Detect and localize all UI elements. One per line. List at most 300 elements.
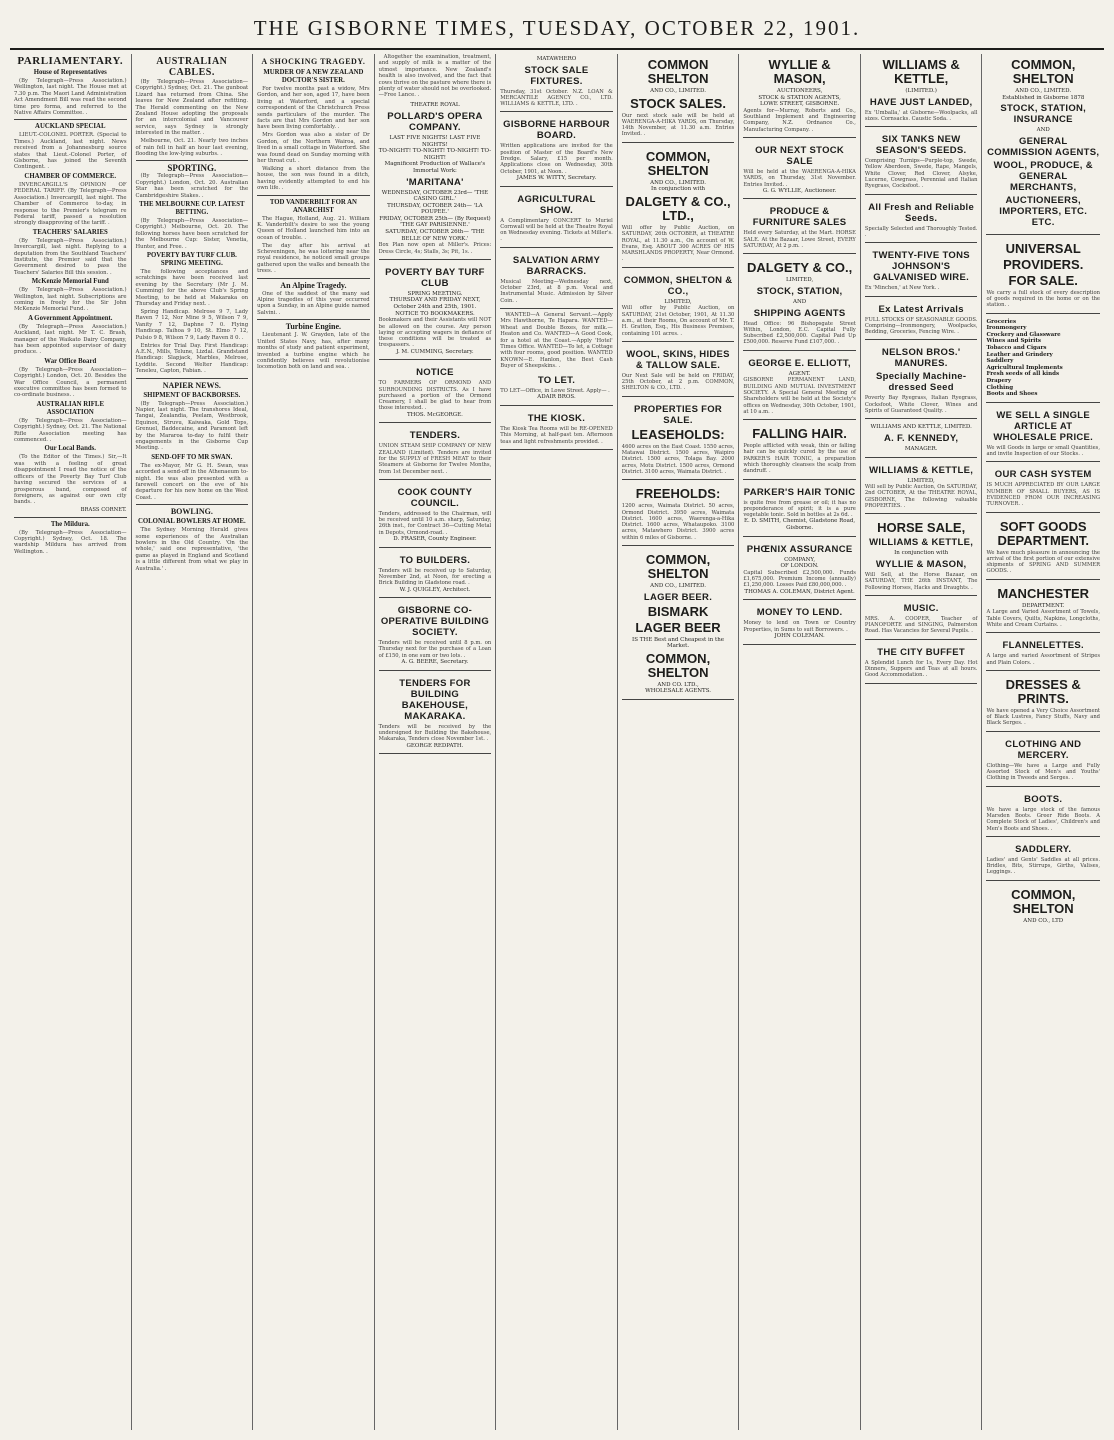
sub-vanderbilt: TOD VANDERBILT FOR AN ANARCHIST bbox=[269, 198, 357, 214]
letter-signature: BRASS CORNET. bbox=[80, 507, 127, 514]
sub-sporting: SPORTING. bbox=[167, 163, 217, 174]
ad-dalgety bbox=[743, 257, 856, 350]
ad-building-society bbox=[379, 601, 492, 670]
ad-signature: THOMAS A. COLEMAN, District Agent. bbox=[744, 588, 855, 595]
ad-line: Magnificent Production of Wallace's Immortal Work: bbox=[384, 161, 486, 174]
ad-headline: WOOL, PRODUCE, & GENERAL MERCHANTS, bbox=[993, 159, 1093, 193]
ad-headline: COMMON, SHELTON bbox=[1011, 886, 1076, 916]
ad-headline: TENDERS FOR BUILDING BAKEHOUSE, MAKARAKA. bbox=[399, 677, 471, 722]
ad-body: Clothing—We have a Large and Fully Assorted Stock of Men's and Youths' Clothing in Tweeds and Serges. . bbox=[986, 763, 1100, 782]
ad-line: TO-NIGHT! TO-NIGHT! TO-NIGHT! TO-NIGHT! bbox=[378, 148, 492, 161]
ad-money-to-lend bbox=[743, 603, 856, 644]
ad-line: FRIDAY, OCTOBER 25th— (By Request) 'THE GAY PARISIENNE.' bbox=[379, 215, 491, 229]
ad-body: Written applications are invited for the position of Master of the Board's New Dredge. Salary, £15 per month. Applications close on Wednesday, 30th October, 1901, at Noon. . bbox=[500, 143, 613, 174]
ad-just-landed bbox=[865, 54, 978, 127]
ad-signature: W. J. QUIGLEY, Architect. bbox=[399, 586, 471, 593]
heading-cables: AUSTRALIAN CABLES. bbox=[156, 56, 228, 78]
article-appointment: (By Telegraph—Press Association.) Auckland, last night. Mr T. C. Brash, manager of the Waikato Dairy Company, has been appointed supervisor of dairy produce. . bbox=[14, 324, 127, 356]
ad-line: AUCTIONEERS, bbox=[776, 88, 823, 94]
ad-body: A Large and Varied Assortment of Towels, Table Covers, Quilts, Napkins, Longcloths, White and Cream Curtains. . bbox=[986, 609, 1100, 628]
sub-mckenzie: McKenzie Memorial Fund bbox=[31, 278, 109, 286]
article-auckland: LIEUT.-COLONEL PORTER. (Special to Times.) Auckland, last night. News received from a Johannesburg source states that Lieut.-Colonel Porter, of Gisborne, has joined the Seventh Contingent. . bbox=[14, 132, 127, 170]
ad-headline: STOCK SALE FIXTURES. bbox=[524, 64, 589, 87]
ad-headline: BOOTS. bbox=[1024, 793, 1063, 805]
ad-line: THURSDAY AND FRIDAY NEXT, October 24th and 25th, 1901. bbox=[389, 297, 481, 311]
article-vanderbilt-2: The day after his arrival at Scheveningen, he was loitering near the royal residence, he noticed small groups gathered upon the walks and beneath the trees. . bbox=[257, 243, 370, 275]
ad-phoenix bbox=[743, 540, 856, 601]
ad-universal-providers bbox=[986, 238, 1100, 314]
ad-headline: Specially Machine-dressed Seed bbox=[875, 371, 967, 394]
ad-headline: WYLLIE & MASON, bbox=[768, 57, 831, 86]
ad-headline: STOCK, STATION, bbox=[756, 285, 843, 297]
ad-body: TO LET—Office, in Lowe Street. Apply— . bbox=[500, 388, 613, 394]
article-alpine: One of the saddest of the many sad Alpine tragedies of this year occurred upon a Sunday, in an Alpine guide named Salvini. . bbox=[257, 291, 370, 317]
ad-headline: TO BUILDERS. bbox=[399, 554, 471, 566]
ad-headline: POLLARD'S OPERA COMPANY. bbox=[387, 110, 483, 133]
ad-line: MANAGER. bbox=[904, 445, 938, 452]
ad-music bbox=[865, 599, 978, 640]
ad-headline: DRESSES & PRINTS. bbox=[1005, 676, 1081, 706]
ad-line: WEDNESDAY, OCTOBER 23rd— 'THE CASINO GIRL.' bbox=[381, 189, 489, 203]
ad-signature: A. G. BEERE, Secretary. bbox=[401, 659, 469, 666]
article-murder-3: Walking a short distance from the house, the son was found in a ditch, having evidently attempted to end his own life. . bbox=[257, 166, 370, 192]
ad-headline: Ex Latest Arrivals bbox=[878, 303, 964, 315]
ad-headline: COMMON, SHELTON bbox=[645, 148, 711, 178]
ad-body: Musical Meeting—Wednesday next, October 23rd, at 8 p.m. Vocal and Instrumental Music. Admission by Silver Coin. . bbox=[500, 279, 613, 304]
sub-turf-club: POVERTY BAY TURF CLUB. SPRING MEETING. bbox=[146, 252, 237, 268]
ad-headline: POVERTY BAY TURF CLUB bbox=[385, 266, 485, 289]
ad-body: People afflicted with weak, thin or falling hair can be quickly cured by the use of PARKER'S HAIR TONIC, a preparation which thoroughly cleanses the scalp from dandruff. . bbox=[743, 443, 856, 474]
sub-turbine: Turbine Engine. bbox=[285, 322, 342, 332]
ad-body: A large and varied Assortment of Stripes and Plain Colors. . bbox=[986, 653, 1100, 666]
ad-headline: COMMON SHELTON bbox=[647, 57, 709, 86]
ad-signature: JOHN COLEMAN. bbox=[774, 632, 825, 639]
ad-headline: TWENTY-FIVE TONS JOHNSON'S GALVANISED WIRE. bbox=[872, 250, 970, 284]
ad-tenders-union bbox=[379, 426, 492, 479]
column-notices-1 bbox=[375, 54, 497, 1430]
divider bbox=[136, 378, 249, 379]
article-murder-1: For twelve months past a widow, Mrs Gordon, and her son, aged 17, have been living at Waterford, and a special correspondent of the Christchurch Press sends particulars of the murder. The facts are that Mrs Gordon and her son have been living comfortably. . bbox=[257, 86, 370, 131]
ad-headline: PROPERTIES FOR SALE. bbox=[633, 403, 723, 426]
article-sporting: (By Telegraph—Press Association—Copyright.) London, Oct. 20. Australian Star has been scratched for the Cambridgeshire Stakes. . bbox=[136, 173, 249, 199]
ad-headline: THE KIOSK. bbox=[527, 412, 586, 424]
column-tragedy bbox=[253, 54, 375, 1430]
ad-business-premises bbox=[622, 271, 735, 342]
ad-headline: PARKER'S HAIR TONIC bbox=[743, 486, 856, 498]
ad-line: SPRING MEETING. bbox=[407, 290, 463, 297]
ad-body: Head Office: 96 Bishopsgate Street Within, London, E.C. Capital Fully Subscribed £2,500,000. Capital Paid Up £500,000. Reserve Fund £107,000. . bbox=[743, 321, 856, 346]
masthead-title: THE GISBORNE TIMES, TUESDAY, OCTOBER 22, 1901. bbox=[253, 15, 861, 40]
ad-headline: WILLIAMS & KETTLE, bbox=[882, 57, 960, 86]
ad-lager-beer bbox=[622, 549, 735, 700]
sub-war-office: War Office Board bbox=[44, 357, 97, 365]
ad-line: Tobacco and Cigars bbox=[986, 345, 1047, 352]
ad-flannelettes bbox=[986, 636, 1100, 671]
ad-body: Capital Subscribed £2,500,000. Funds £1,675,000. Premium Income (annually) £1,250,000. Losses Paid £80,000,000. . bbox=[743, 570, 856, 589]
article-bowling: The Sydney Morning Herald gives some experiences of the Australian bowlers in the Old Country. 'On the whole,' said one representative, 'the game as played in England and Scotland is a little different from what we play in Australia.' . bbox=[136, 527, 249, 572]
ad-wyllie-mason bbox=[743, 54, 856, 138]
ad-body: We have a large stock of the famous Marsden Boots. Greer Ride Boots. A Complete Stock of Ladies', Children's and Men's Boots and Shoes. . bbox=[986, 807, 1100, 832]
ad-line: THURSDAY, OCTOBER 24th— 'LA POUPEE.' bbox=[387, 202, 483, 216]
ad-headline: LAGER BEER. bbox=[643, 591, 713, 603]
ad-body: Tenders, addressed to the Chairman, will be received until 10 a.m. sharp, Saturday, 26th inst., for Contract 36—Cutting Metal in Depots, Ormond-road. . bbox=[379, 511, 492, 536]
column-wyllie-mason bbox=[739, 54, 861, 1430]
ad-headline: AGRICULTURAL SHOW. bbox=[517, 193, 596, 216]
ad-signature: ADAIR BROS. bbox=[537, 394, 576, 401]
article-mildura: (By Telegraph—Press Association—Copyright.) Sydney, Oct. 18. The wardship Mildura has arrived from Wellington. . bbox=[14, 530, 127, 556]
sub-alpine: An Alpine Tragedy. bbox=[280, 280, 347, 290]
heading-parliamentary: PARLIAMENTARY. bbox=[17, 55, 124, 67]
ad-body: Held every Saturday, at the Mart. HORSE SALE. At the Bazaar, Lowe Street, EVERY SATURDAY, At 2 p.m. . bbox=[743, 230, 856, 249]
ad-body: Ex 'Umballa,' at Gisborne—Woolpacks, all sizes. Cornsacks. Caustic Soda. . bbox=[865, 110, 978, 123]
sub-bowling: BOWLING. bbox=[170, 507, 213, 517]
ad-theatre-royal bbox=[379, 100, 492, 260]
ad-line: STOCK & STATION AGENTS, bbox=[758, 94, 841, 101]
ad-headline: WOOL, SKINS, HIDES & TALLOW SALE. bbox=[626, 348, 730, 371]
ad-body: Box Plan now open at Miller's. Prices: Dress Circle, 4s; Stalls, 3s; Pit, 1s. . bbox=[379, 242, 492, 255]
ad-matawhero bbox=[500, 54, 613, 112]
ad-body: We have opened a Very Choice Assortment of Black Lustres, Fancy Stuffs, Navy and Black Serges. . bbox=[986, 708, 1100, 727]
ad-wool-sale bbox=[622, 345, 735, 397]
ad-horse-sale bbox=[865, 517, 978, 595]
sub-mildura: The Mildura. bbox=[50, 520, 90, 528]
ad-body: The Kiosk Tea Rooms will be RE-OPENED This Morning, at half-past ten. Afternoon teas and light refreshments provided. . bbox=[500, 426, 613, 445]
ad-line: WHOLESALE AGENTS. bbox=[645, 688, 712, 695]
sub-appointment: A Government Appointment. bbox=[28, 314, 113, 322]
ad-line: AND CO., LIMITED. bbox=[650, 582, 706, 589]
ad-to-let bbox=[500, 371, 613, 406]
ad-headline: MONEY TO LEND. bbox=[756, 607, 843, 619]
ad-body: IS MUCH APPRECIATED BY OUR LARGE NUMBER OF SMALL BUYERS, AS IS EVIDENCED FROM OUR INCREASING TURNOVER. . bbox=[986, 482, 1100, 507]
ad-headline: OUR CASH SYSTEM bbox=[994, 469, 1092, 481]
column-universal-providers bbox=[982, 54, 1104, 1430]
article-send-off: The ex-Mayor, Mr G. H. Swan, was accorded a send-off in the Athenaeum to-night. He was also presented with a farewell concert on the eve of his departure for his new home on the West Coast. . bbox=[136, 463, 249, 501]
ad-line: Established in Gisborne 1878 bbox=[1002, 94, 1085, 101]
race-entries: Entries for Trial Day. First Handicap: A.E.N., Mills, Telune, Lizdal. Grandstand Handicap: Slapjack, Marbles, Melrose, Lyddite. Second Welter Handicap: Teneleu, Capton, Fabian. . bbox=[136, 343, 249, 375]
ad-body: Our next stock sale will be held at WAERENGA-A-HIKA YARDS, on Thursday, 14th November, at 11.30 a.m. Entries Invited. . bbox=[622, 113, 735, 138]
ad-signature: JAMES W. WITTY, Secretary. bbox=[516, 174, 597, 181]
ad-headline: BISMARK bbox=[647, 603, 709, 619]
ad-headline: HORSE SALE, bbox=[877, 520, 966, 536]
ad-line: Clothing bbox=[986, 384, 1014, 391]
ad-body: FULL STOCKS OF SEASONABLE GOODS. Comprising—Ironmongery, Woolpacks, Bedding, Groceries, Fencing Wire. . bbox=[865, 317, 978, 336]
ad-headline: FLANNELETTES. bbox=[1002, 640, 1084, 652]
ad-headline: NELSON BROS.' MANURES. bbox=[881, 347, 961, 370]
ad-headline: AUCTIONEERS, IMPORTERS, ETC. ETC. bbox=[999, 194, 1088, 228]
ad-manchester bbox=[986, 583, 1100, 633]
ad-body: Ladies' and Gents' Saddles at all prices. Bridles, Bits, Stirrups, Girths, Valises, Leggings. . bbox=[986, 857, 1100, 876]
sub-send-off: SEND-OFF TO MR SWAN. bbox=[151, 453, 233, 461]
ad-line: In conjunction with bbox=[651, 186, 706, 193]
ad-body: Will sell by Public Auction, On SATURDAY, 2nd OCTOBER, At the THEATRE ROYAL, GISBORNE, The following valuable PROPERTIES. . bbox=[865, 484, 978, 509]
ad-clothing bbox=[986, 735, 1100, 787]
ad-city-buffet bbox=[865, 643, 978, 684]
ad-body: A Splendid Lunch for 1s, Every Day. Hot Dinners, Suppers and Teas at all hours. Good Accommodation. . bbox=[865, 660, 978, 679]
ad-body: 1200 acres, Waimata District. 50 acres, Ormond District. 3950 acres, Waimata District. 1600 acres, Waerenga-a-Hika District. 1600 acres, Whataupoko. 3100 acres, Matawhero District. 3900 acres within 6 miles of Gisborne. . bbox=[622, 503, 735, 541]
column-parliamentary bbox=[10, 54, 132, 1430]
ad-common-shelton-footer bbox=[986, 884, 1100, 929]
article-melbourne: Melbourne, Oct. 21. Nearly two inches of rain fell in half an hour last evening, flooding the low-lying suburbs. . bbox=[136, 138, 249, 157]
divider bbox=[14, 119, 127, 120]
ad-headline: FALLING HAIR. bbox=[752, 426, 847, 442]
article-war-office: (By Telegraph—Press Association—Copyright.) London, Oct. 20. Besides the War Office Council, a permanent executive committee has been formed to co-ordinate business. . bbox=[14, 367, 127, 399]
article-vanderbilt-1: The Hague, Holland, Aug. 21. William K. Vanderbilt's desire to see the young Queen of Holland launched him into an ocean of trouble. . bbox=[257, 216, 370, 242]
ad-line: LOWE STREET, GISBORNE. bbox=[759, 101, 840, 108]
sub-house: House of Representatives bbox=[33, 69, 107, 76]
ad-line: Ironmongery bbox=[986, 325, 1027, 332]
ad-dalgety-auction bbox=[622, 146, 735, 268]
ad-body: Will offer by Public Auction, on SATURDAY, 21st October, 1901, At 11.30 a.m., at their Rooms, On account of Mr. T. H. Gratton, Esq., His Business Premises, containing 101 acres. . bbox=[622, 305, 735, 336]
ad-headline: MANCHESTER bbox=[997, 585, 1090, 601]
article-turf-club: The following acceptances and scratchings have been received last evening by the Secretary (Mr J. M. Cumming) for the above Club's Spring Meeting, to be held at Makaraka on Thursday and Friday next. . bbox=[136, 269, 249, 307]
ad-headline: GISBORNE HARBOUR BOARD. bbox=[503, 119, 610, 142]
ad-seeds bbox=[865, 130, 978, 194]
divider bbox=[14, 517, 127, 518]
ad-headline: DALGETY & CO., LTD., bbox=[625, 193, 731, 223]
ad-falling-hair bbox=[743, 423, 856, 479]
ad-headline: STOCK SALES. bbox=[630, 95, 726, 111]
ad-headline: SALVATION ARMY BARRACKS. bbox=[512, 254, 601, 277]
article-bands: (To the Editor of the Times.) Sir,—It was with a feeling of great disappointment I read the notice of the officers of the Poverty Bay Turf Club having secured the services of a prosperous band, composed of foreigners, as against our own city bands. . bbox=[14, 454, 127, 505]
ad-body: MRS. A. COOPER, Teacher of PIANOFORTE and SINGING, Palmerston Road. Has Vacancies for Several Pupils. . bbox=[865, 616, 978, 635]
ad-body: Will offer by Public Auction, on SATURDAY, 26th OCTOBER, at THEATRE ROYAL, at 11.30 a.m., On account of W. Evans, Esq. ABOUT 300 ACRES OF HIS MARSHLANDS PROPERTY, Near Ormond. . bbox=[622, 225, 735, 263]
ad-body: Poverty Bay Ryegrass, Italian Ryegrass, Cocksfoot, White Clover, Wines and Spirits of Guaranteed Quality. . bbox=[865, 395, 978, 414]
ad-line: AND CO. LTD., bbox=[657, 681, 699, 688]
ad-line: Boots and Shoes bbox=[986, 391, 1038, 398]
ad-hair-tonic bbox=[743, 483, 856, 537]
ad-wholesale bbox=[986, 406, 1100, 463]
sub-melbourne-cup: THE MELBOURNE CUP. LATEST BETTING. bbox=[139, 201, 245, 216]
ad-line: LIMITED, bbox=[785, 277, 814, 284]
ad-boots bbox=[986, 790, 1100, 837]
column-notices-2 bbox=[496, 54, 618, 1430]
ad-headline: STOCK, STATION, INSURANCE bbox=[1000, 103, 1087, 126]
ad-headline: TENDERS. bbox=[409, 430, 461, 442]
ad-headline: LAGER BEER bbox=[635, 619, 721, 635]
ad-line: AND CO., LIMITED. bbox=[1015, 88, 1072, 94]
ad-line: Leather and Grindery bbox=[986, 351, 1053, 358]
ad-elliott bbox=[743, 354, 856, 420]
ad-nelson-manures bbox=[865, 343, 978, 419]
ad-body: is quite free from grease or oil; it has no preponderance of spirit; it is a pure vegetable tonic. Sold in bottles at 2s 6d. . bbox=[743, 500, 856, 519]
ad-line: MATAWHERO bbox=[536, 56, 577, 62]
ad-notice-farmers bbox=[379, 363, 492, 423]
ad-signature: G. G. WYLLIE, Auctioneer. bbox=[762, 187, 837, 194]
ad-signature: GEORGE REDPATH. bbox=[406, 742, 464, 749]
ad-headline: SHIPPING AGENTS bbox=[753, 307, 846, 319]
ad-line: AND bbox=[1036, 127, 1050, 134]
ad-headline: All Fresh and Reliable Seeds. bbox=[868, 201, 975, 224]
column-williams-kettle bbox=[861, 54, 983, 1430]
ad-headline: SADDLERY. bbox=[1015, 843, 1072, 855]
ad-line: LIMITED, bbox=[664, 298, 692, 305]
ad-property-auction bbox=[865, 461, 978, 515]
ad-signature: D. FRASER, County Engineer. bbox=[393, 536, 477, 543]
ad-line: WILLIAMS AND KETTLE, LIMITED. bbox=[870, 424, 972, 431]
article-house: (By Telegraph—Press Association.) Wellington, last night. The House met at 7.30 p.m. The Maori Land Administration Act Amendment Bill was read the second time pro forma, and referred to the Native Affairs Committee. . bbox=[14, 78, 127, 116]
ad-salvation-army bbox=[500, 251, 613, 309]
ad-line: Crockery and Glassware bbox=[986, 331, 1061, 338]
ad-saddlery bbox=[986, 840, 1100, 881]
ad-cash-system bbox=[986, 465, 1100, 512]
ad-latest-arrivals bbox=[865, 300, 978, 341]
ad-line: LAST FIVE NIGHTS! LAST FIVE NIGHTS! bbox=[389, 134, 481, 148]
sub-bands: Our Local Bands. bbox=[44, 445, 96, 453]
ad-goods-list bbox=[986, 317, 1100, 403]
divider bbox=[257, 278, 370, 279]
ad-body: A Complimentary CONCERT to Muriel Cornwall will be held at the Theatre Royal on Wednesday evening. Tickets at Miller's. . bbox=[500, 218, 613, 243]
ad-leaseholds bbox=[622, 400, 735, 480]
ad-body: Tenders will be received by the undersigned for Building the Bakehouse, Makaraka, Tenders close November 1st. . bbox=[379, 724, 492, 743]
article-racehorses: (By Telegraph—Press Association.) Napier, last night. The transhores Ideal, Tangai, Zealandia, Peelam, Westbrook, Equinox, Struvu, Kaiwaka, Gold Tops, Grenuel, Baddecaine, and Paramont left by the Mararoa to-day to fulfil their engagements in the Gisborne Cup Meeting. . bbox=[136, 401, 249, 452]
ad-line: (LIMITED.) bbox=[905, 88, 937, 94]
ad-body: GISBORNE PERMANENT LAND, BUILDING AND MUTUAL INVESTMENT SOCIETY. A Special General Meeting of Shareholders will be held at the Society's offices on Wednesday, 30th October, 1901, at 10 a.m. . bbox=[743, 377, 856, 415]
ad-line: Wines and Spirits bbox=[986, 338, 1041, 345]
column-grid bbox=[10, 54, 1104, 1430]
ad-line: Drapery bbox=[986, 378, 1012, 385]
ad-to-builders bbox=[379, 551, 492, 598]
ad-headline: SOFT GOODS DEPARTMENT. bbox=[997, 518, 1089, 548]
ad-body: We have much pleasure in announcing the arrival of the first portion of our extensive shipments of SPRING AND SUMMER GOODS. . bbox=[986, 550, 1100, 575]
sub-chamber: CHAMBER OF COMMERCE. bbox=[24, 172, 117, 180]
ad-kiosk bbox=[500, 409, 613, 450]
article-mckenzie: (By Telegraph—Press Association.) Wellington, last night. Subscriptions are coming in freely for the Sir John McKenzie Memorial Fund. . bbox=[14, 287, 127, 313]
ad-agricultural-show bbox=[500, 190, 613, 248]
ad-body: We carry a full stock of every description of goods required in the home or on the station. . bbox=[986, 290, 1100, 309]
ad-body: UNION STEAM SHIP COMPANY OF NEW ZEALAND (Limited). Tenders are invited for the SUPPLY of FRESH MEAT to their Steamers at Gisborne for Twelve Months, from 1st December next. . bbox=[379, 443, 492, 474]
ad-headline: HAVE JUST LANDED, bbox=[869, 96, 973, 108]
ad-headline: FOR SALE. bbox=[1008, 272, 1078, 288]
ad-headline: 'MARITANA' bbox=[406, 176, 464, 188]
ad-line: In conjunction with bbox=[894, 550, 949, 557]
ad-line: AND CO., LTD bbox=[1023, 917, 1064, 924]
ad-line: THEATRE ROYAL bbox=[410, 102, 460, 109]
ad-line: NOTICE TO BOOKMAKERS. bbox=[395, 310, 475, 317]
ad-body: Bookmakers and their Assistants will NOT be allowed on the course. Any person laying or accepting wagers in defiance of these conditions will be treated as trespassers. . bbox=[379, 317, 492, 348]
masthead bbox=[10, 8, 1104, 50]
ad-headline: PRODUCE & FURNITURE SALES bbox=[752, 206, 847, 229]
divider bbox=[257, 319, 370, 320]
article-melbourne-cup: (By Telegraph—Press Association—Copyright.) Melbourne, Oct. 20. The following horses have been scratched for the Melbourne Cup: Sister, Venetia, Hunter, and Free. . bbox=[136, 218, 249, 250]
ad-body: Will be held at the WAERENGA-A-HIKA YARDS, on Thursday, 31st November. Entries Invited. . bbox=[743, 169, 856, 188]
article-milk: Altogether the examination, treatment, and supply of milk is a matter of the utmost importance. New Zealand's health is also involved, and the fact that cows thrive on the pasture where there is plenty of water should not be overlooked.—Free Lance. . bbox=[379, 54, 492, 99]
ad-signature: J. M. CUMMING, Secretary. bbox=[396, 348, 474, 355]
ad-headline: DALGETY & CO., bbox=[746, 260, 853, 276]
ad-line: AND CO., LIMITED. bbox=[650, 88, 706, 94]
sub-auckland: AUCKLAND SPECIAL bbox=[35, 123, 106, 131]
ad-body: Will Sell, at the Horse Bazaar, on SATURDAY, THE 26th INSTANT, The Following Horses, Hacks and Draughts. . bbox=[865, 572, 978, 591]
ad-headline: WILLIAMS & KETTLE, bbox=[869, 464, 974, 476]
ad-bakehouse bbox=[379, 674, 492, 754]
sub-murder: MURDER OF A NEW ZEALAND DOCTOR'S SISTER. bbox=[263, 69, 364, 84]
ad-line: COMPANY, bbox=[784, 556, 816, 563]
ad-body: Specially Selected and Thoroughly Tested. . bbox=[865, 226, 978, 239]
ad-headline: LEASEHOLDS: bbox=[631, 426, 725, 442]
ad-dresses-prints bbox=[986, 674, 1100, 732]
column-cables bbox=[132, 54, 254, 1430]
ad-body: Tenders will be received up to Saturday, November 2nd, at Noon, for erecting a Brick Building in Gladstone road. . bbox=[379, 568, 492, 587]
ad-headline: CLOTHING AND MERCERY. bbox=[1005, 738, 1082, 761]
ad-line: LIMITED, bbox=[907, 477, 935, 484]
ad-common-shelton-agents bbox=[986, 54, 1100, 235]
ad-stock-sales bbox=[622, 54, 735, 143]
divider bbox=[136, 504, 249, 505]
ad-headline: MUSIC. bbox=[903, 602, 939, 614]
ad-headline: GENERAL COMMISSION AGENTS, bbox=[987, 135, 1100, 158]
ad-headline: WILLIAMS & KETTLE, bbox=[869, 537, 974, 549]
ad-headline: COMMON, SHELTON bbox=[1011, 57, 1076, 86]
ad-line: OF LONDON. bbox=[780, 563, 819, 570]
ad-line: Groceries bbox=[986, 318, 1017, 325]
ad-soft-goods bbox=[986, 516, 1100, 580]
article-rifle: (By Telegraph—Press Association—Copyright.) Sydney, Oct. 21. The National Rifle Association meeting has commenced. . bbox=[14, 418, 127, 444]
race-handicaps: Spring Handicap. Melrose 9 7, Lady Raven 7 12, Nor Mine 9 5, Wilson 7 9, Vanity 7 12, Daphne 7 0. Flying Handicap. Taihoa 9 10, St. Elmo 7 12, Pulsio 9 8, Wilson 7 9, Lady Raven 8 0. . bbox=[136, 309, 249, 341]
ad-body: Agents for—Murray, Roberts and Co., Southland Implement and Engineering Company, N.Z. Ordnance Co., Manufacturing Company. . bbox=[743, 108, 856, 133]
ad-headline: WE SELL A SINGLE ARTICLE AT WHOLESALE PRICE. bbox=[993, 409, 1094, 443]
ad-headline: PROVIDERS. bbox=[1003, 256, 1084, 272]
ad-headline: OUR NEXT STOCK SALE bbox=[755, 144, 845, 167]
column-common-shelton bbox=[618, 54, 740, 1430]
sub-colonial-bowlers: COLONIAL BOWLERS AT HOME. bbox=[137, 518, 246, 526]
classified-ads: WANTED—A General Servant.—Apply Mrs Hawthorne, Te Hapara. WANTED—Wheat and Double Boxes, for milk.—Heaton and Co. WANTED—A Good Cook, for a hotel at the Coast.—Apply 'Hotel' Times Office. WANTED—To let, a Cottage with four rooms, good position. WANTED KNOWN—E. Hanlon, the Best Cash Buyer of Sheepskins. . bbox=[500, 312, 613, 370]
heading-tragedy: A SHOCKING TRAGEDY. bbox=[261, 57, 366, 66]
ad-headline: A. F. KENNEDY, bbox=[883, 432, 959, 444]
ad-headline: COMMON, SHELTON & CO., bbox=[623, 274, 733, 297]
article-cables: (By Telegraph—Press Association—Copyright.) Sydney, Oct. 21. The gunboat Lizard has returned from China. She leaves for New Zealand after refitting. The Herald commenting on the New Zealand House adopting the proposals for an intercolonial and Vancouver service, says Sydney is strongly interested in the matter. . bbox=[136, 79, 249, 137]
ad-freeholds bbox=[622, 483, 735, 546]
article-teachers: (By Telegraph—Press Association.) Invercargill, last night. Replying to a deputation from the Southland Teachers' Institute, the Premier said that the Government desired to pass the Teachers' Salaries Bill this session. . bbox=[14, 238, 127, 276]
ad-headline: SIX TANKS NEW SEASON'S SEEDS. bbox=[875, 134, 967, 157]
article-turbine: Lieutenant J. W. Grayden, late of the United States Navy, has, after many months of study and patient experiment, invented a turbine engine which he confidently believes will revolutionise locomotion both on land and sea. . bbox=[257, 332, 370, 370]
divider bbox=[257, 195, 370, 196]
ad-body: We will Goods in large or small Quantities, and invite Inspection of our Stocks. . bbox=[986, 445, 1100, 458]
ad-headline: GISBORNE CO-OPERATIVE BUILDING SOCIETY. bbox=[380, 605, 490, 639]
ad-headline: COOK COUNTY COUNCIL. bbox=[397, 486, 473, 509]
ad-headline: THE CITY BUFFET bbox=[877, 646, 966, 658]
ad-headline: TO LET. bbox=[537, 375, 576, 387]
divider bbox=[136, 160, 249, 161]
ad-next-stock-sale bbox=[743, 141, 856, 199]
ad-body: 4600 acres on the East Coast. 1550 acres, Matawai District. 1500 acres, Waipiro District. 1500 acres, Tolaga Bay. 2000 acres, Motu District. 1500 acres, Ormond District. 3100 acres, Waimata District. . bbox=[622, 444, 735, 475]
ad-line: AGENT. bbox=[788, 370, 811, 377]
ad-body: Tenders will be received until 8 p.m. on Thursday next for the purchase of a Loan of £150, in one sum or two lots. . bbox=[379, 640, 492, 659]
ad-headline: WYLLIE & MASON, bbox=[875, 558, 967, 570]
sub-racehorses: SHIPMENT OF BACKBORSES. bbox=[143, 391, 241, 399]
ad-line: Agricultural Implements bbox=[986, 364, 1063, 371]
article-chamber: INVERCARGILL'S OPINION OF FEDERAL TARIFF. (By Telegraph—Press Association.) Invercargill, last night. The Chamber of Commerce to-day, in response to the Premier's telegram re Federal tariff, passed a resolution strongly disapproving of the tariff. . bbox=[14, 182, 127, 227]
ad-line: AND bbox=[793, 298, 807, 305]
sub-napier: NAPIER NEWS. bbox=[162, 380, 221, 390]
ad-line: IS THE Best and Cheapest in the Market. bbox=[632, 636, 725, 650]
ad-line: Saddlery bbox=[986, 358, 1014, 365]
sub-teachers: TEACHERS' SALARIES bbox=[32, 228, 108, 236]
ad-cook-county bbox=[379, 483, 492, 548]
ad-body: Our Next Sale will be held on FRIDAY, 25th October, at 2 p.m. COMMON, SHELTON & CO., LTD. . bbox=[622, 373, 735, 392]
ad-body: TO FARMERS OF ORMOND AND SURROUNDING DISTRICTS. As I have purchased a portion of the Ormond Creamery, I shall be glad to hear from those interested. . bbox=[379, 380, 492, 411]
ad-body: Money to lend on Town or Country Properties, in Sums to suit Borrowers. . bbox=[743, 620, 856, 633]
ad-headline: FREEHOLDS: bbox=[635, 486, 721, 502]
ad-line: Fresh seeds of all kinds bbox=[986, 371, 1060, 378]
ad-body: Thursday, 31st October. N.Z. LOAN & MERCANTILE AGENCY CO., LTD. WILLIAMS & KETTLE, LTD. . bbox=[500, 89, 613, 108]
ad-headline: UNIVERSAL bbox=[1005, 240, 1081, 256]
ad-signature: THOS. McGEORGE. bbox=[406, 411, 463, 418]
ad-produce-sales bbox=[743, 202, 856, 254]
ad-headline: COMMON, SHELTON bbox=[645, 551, 711, 581]
ad-fresh-seeds bbox=[865, 198, 978, 244]
ad-line: AND CO., LIMITED. bbox=[650, 179, 706, 186]
sub-rifle: AUSTRALIAN RIFLE ASSOCIATION bbox=[36, 400, 104, 416]
ad-kennedy bbox=[865, 422, 978, 457]
